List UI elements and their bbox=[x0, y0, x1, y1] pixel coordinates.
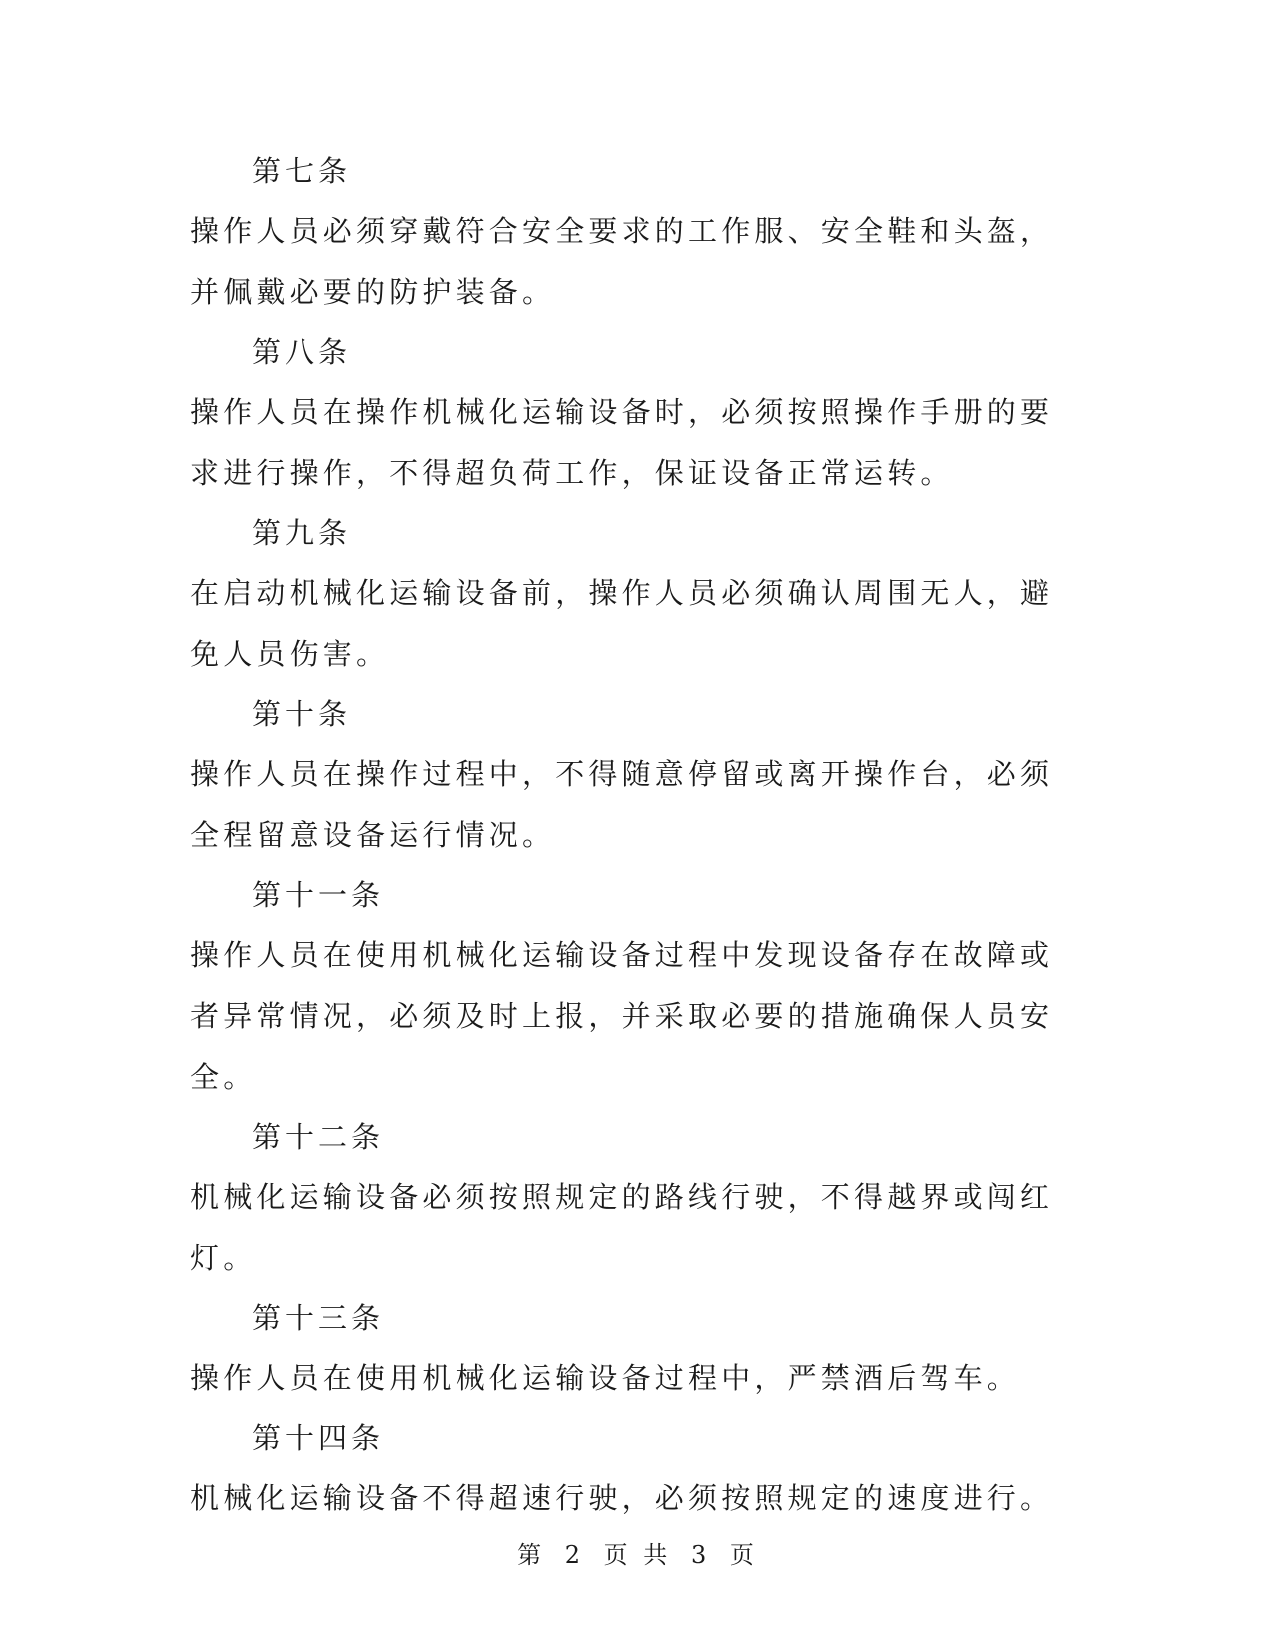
article-body: 在启动机械化运输设备前，操作人员必须确认周围无人，避免人员伤害。 bbox=[190, 576, 1054, 671]
article-heading: 第十二条 bbox=[252, 1120, 385, 1154]
article-7 bbox=[190, 142, 1070, 323]
article-body: 操作人员在使用机械化运输设备过程中，严禁酒后驾车。 bbox=[190, 1361, 1021, 1395]
page-footer bbox=[0, 1535, 1275, 1570]
footer-current-page: 2 bbox=[564, 1541, 585, 1569]
article-heading: 第十条 bbox=[252, 697, 352, 731]
article-body: 操作人员在操作机械化运输设备时，必须按照操作手册的要求进行操作，不得超负荷工作，保证设备正常运转。 bbox=[190, 395, 1054, 490]
footer-suffix: 页 bbox=[729, 1541, 758, 1569]
article-body: 操作人员在操作过程中，不得随意停留或离开操作台，必须全程留意设备运行情况。 bbox=[190, 757, 1054, 852]
footer-middle: 页 共 bbox=[603, 1541, 672, 1569]
article-heading: 第八条 bbox=[252, 335, 352, 369]
article-body: 操作人员在使用机械化运输设备过程中发现设备存在故障或者异常情况，必须及时上报，并采取必要的措施确保人员安全。 bbox=[190, 938, 1054, 1094]
article-11 bbox=[190, 866, 1070, 1108]
article-heading: 第九条 bbox=[252, 516, 352, 550]
footer-total-pages: 3 bbox=[690, 1541, 711, 1569]
article-9 bbox=[190, 504, 1070, 685]
article-14 bbox=[190, 1409, 1070, 1529]
article-heading: 第十四条 bbox=[252, 1421, 385, 1455]
article-heading: 第七条 bbox=[252, 154, 352, 188]
article-body: 机械化运输设备不得超速行驶，必须按照规定的速度进行。 bbox=[190, 1481, 1054, 1515]
footer-prefix: 第 bbox=[517, 1541, 546, 1569]
article-12 bbox=[190, 1108, 1070, 1289]
article-body: 机械化运输设备必须按照规定的路线行驶，不得越界或闯红灯。 bbox=[190, 1180, 1054, 1275]
article-heading: 第十一条 bbox=[252, 878, 385, 912]
document-content bbox=[190, 142, 1070, 1529]
article-10 bbox=[190, 685, 1070, 866]
article-13 bbox=[190, 1289, 1070, 1409]
article-8 bbox=[190, 323, 1070, 504]
article-body: 操作人员必须穿戴符合安全要求的工作服、安全鞋和头盔，并佩戴必要的防护装备。 bbox=[190, 214, 1054, 309]
article-heading: 第十三条 bbox=[252, 1301, 385, 1335]
